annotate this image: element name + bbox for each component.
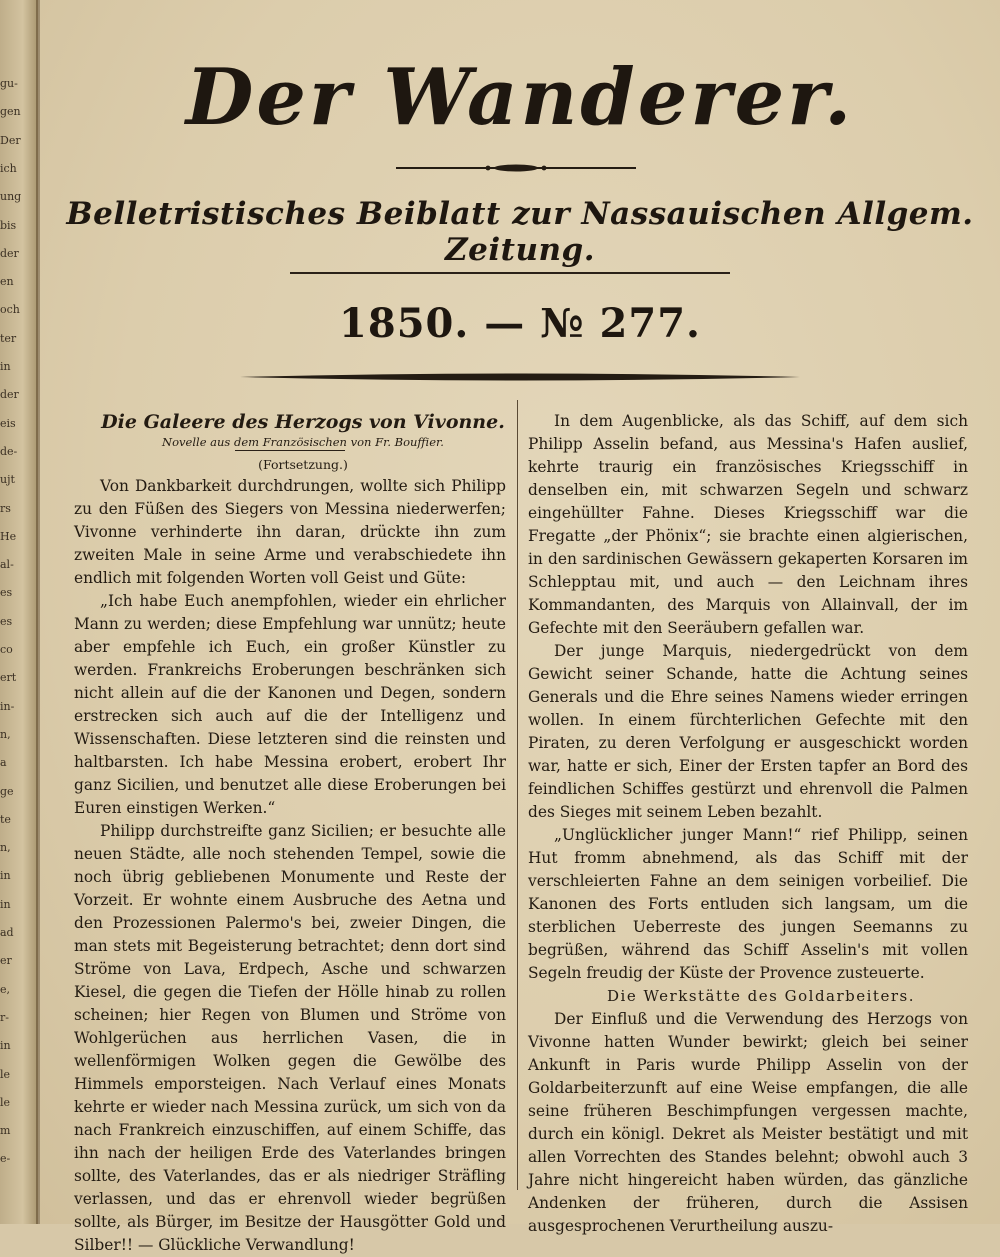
edge-text-fragment: in xyxy=(0,897,11,911)
paragraph: „Ich habe Euch anempfohlen, wieder ein ehrlicher Mann zu werden; diese Empfehlung war unnütz; heute aber empfehle ich Euch, ein großer Künstler zu werden. Frankreichs Eroberungen beschränken sich nicht allein auf die der Kanonen und Degen, sondern erstrecken sich auch auf die der Intelligenz und Wissenschaften. Diese letzteren sind die reinsten und haltbarsten. Ich habe Messina erobert, erobert Ihr ganz Sicilien, und benutzet alle diese Eroberungen bei Euren einstigen Werken.“ xyxy=(74,592,506,817)
edge-text-fragment: He xyxy=(0,529,17,543)
edge-text-fragment: bis xyxy=(0,218,17,232)
paragraph: Der Einfluß und die Verwendung des Herzogs von Vivonne hatten Wunder bewirkt; gleich bei seiner Ankunft in Paris wurde Philipp Asselin von der Goldarbeiterzunft auf eine Weise empfangen, die alle seine früheren Beschimpfungen vergessen machte, durch ein königl. Dekret als Meister bestätigt und mit allen Vorrechten des Standes belehnt; obwohl auch 3 Jahre nicht hingereicht haben würden, das gänzliche Andenken der früheren, durch die Assisen ausgesprochenen Verurtheilung auszu- xyxy=(528,1010,968,1235)
edge-text-fragment: al- xyxy=(0,558,14,572)
edge-text-fragment: rs xyxy=(0,501,11,515)
edge-text-fragment: n, xyxy=(0,841,11,855)
newspaper-page xyxy=(40,0,1000,1254)
paragraph: Philipp durchstreifte ganz Sicilien; er besuchte alle neuen Städte, alle noch stehenden Tempel, sowie die noch übrig gebliebenen Monumente und Reste der Vorzeit. Er wohnte einem Ausbruche des Aetna und den Prozessionen Palermo's bei, zweier Dingen, die man stets mit Begeisterung betrachtet; denn dort sind Ströme von Lava, Erdpech, Asche und schwarzen Kiesel, die gegen die Tiefen der Hölle hinab zu rollen scheinen; hier Regen von Blumen und Ströme von Wohlgerüchen aus herrlichen Vasen, die in wellenförmigen Wolken gegen die Gewölbe des Himmels emporsteigen. Nach Verlauf eines Monats kehrte er wieder nach Messina zurück, um sich von da nach Frankreich einzuschiffen, auf einem Schiffe, das ihn nach der heiligen Erde des Vaterlandes bringen sollte, des Vaterlandes, das er als niedriger Sträfling verlassen, und das er ehrenvoll wieder begrüßen sollte, als Bürger, im Besitze der Hausgötter Gold und Silber!! — Glückliche Verwandlung! xyxy=(74,822,506,1254)
edge-text-fragment: co xyxy=(0,643,13,656)
edge-text-fragment: r- xyxy=(0,1010,9,1024)
edge-text-fragment: ich xyxy=(0,161,17,175)
edge-text-fragment: m xyxy=(0,1124,11,1138)
masthead-rule xyxy=(290,272,730,274)
edge-text-fragment: a xyxy=(0,756,7,770)
edge-text-fragment: er xyxy=(0,954,12,968)
edge-text-fragment: le xyxy=(0,1095,11,1109)
title-rule xyxy=(235,450,345,451)
edge-text-fragment: ge xyxy=(0,784,14,798)
edge-text-fragment: eis xyxy=(0,416,16,430)
edge-text-fragment: och xyxy=(0,303,20,317)
edge-text-fragment: le xyxy=(0,1067,11,1081)
edge-text-fragment: en xyxy=(0,275,14,289)
edge-text-fragment: in- xyxy=(0,699,15,713)
right-column xyxy=(528,410,968,1238)
edge-text-fragment: Der xyxy=(0,133,21,147)
ornamental-rule-bottom xyxy=(240,372,800,382)
ornamental-rule-top xyxy=(396,164,636,172)
edge-text-fragment: der xyxy=(0,388,19,402)
masthead-title: Der Wanderer. xyxy=(185,52,855,143)
left-column xyxy=(74,410,506,1257)
paragraph: Der junge Marquis, niedergedrückt von dem Gewicht seiner Schande, hatte die Achtung seines Generals und die Ehre seines Namens wieder erringen wollen. In einem fürchterlichen Gefechte mit den Piraten, zu deren Verfolgung er ausgeschickt worden war, hatte er sich, Einer der Ersten tapfer an Bord des feindlichen Schiffes gestürzt und ehrenvoll die Palmen des Sieges mit seinem Leben bezahlt. xyxy=(528,642,968,821)
column-divider xyxy=(517,400,518,1190)
edge-text-fragment: te xyxy=(0,812,11,826)
edge-text-fragment: ter xyxy=(0,331,17,345)
edge-text-fragment: ert xyxy=(0,671,17,685)
article-title: Die Galeere des Herzogs von Vivonne. xyxy=(101,411,505,433)
edge-text-fragment: gu- xyxy=(0,77,18,90)
edge-text-fragment: in xyxy=(0,1039,11,1053)
edge-text-fragment: e- xyxy=(0,1152,11,1166)
edge-text-fragment: in xyxy=(0,360,11,373)
paragraph: In dem Augenblicke, als das Schiff, auf dem sich Philipp Asselin befand, aus Messina's Hafen auslief, kehrte traurig ein französisches Kriegsschiff in denselben ein, mit schwarzen Segeln und schwarz eingehüllter Fahne. Dieses Kriegsschiff war die Fregatte „der Phönix“; sie brachte einen algierischen, in den sardinischen Gewässern gekaperten Korsaren im Schlepptau mit, und auch — den Leichnam ihres Kommandanten, des Marquis von Allainvall, der im Gefechte mit den Seeräubern gefallen war. xyxy=(528,412,968,637)
edge-text-fragment: ad xyxy=(0,926,14,939)
edge-text-fragment: es xyxy=(0,614,13,628)
edge-text-fragment: n, xyxy=(0,727,11,741)
edge-text-fragment: in xyxy=(0,869,11,883)
paragraph: „Unglücklicher junger Mann!“ rief Philipp, seinen Hut fromm abnehmend, als das Schiff mit der verschleierten Fahne an dem seinigen vorbeilief. Die Kanonen des Forts entluden sich langsam, um die sterblichen Ueberreste des jungen Seemanns zu begrüßen, während das Schiff Asselin's mit vollen Segeln freudig der Küste der Provence zusteuerte. xyxy=(528,826,968,982)
masthead-subtitle: Belletristisches Beiblatt zur Nassauischen Allgem. Zeitung. xyxy=(66,196,974,268)
section-heading: Die Werkstätte des Goldarbeiters. xyxy=(607,987,915,1005)
edge-text-fragment: de- xyxy=(0,444,18,458)
edge-text-fragment: der xyxy=(0,246,19,260)
issue-number: 1850. — № 277. xyxy=(339,300,701,347)
paragraph: Von Dankbarkeit durchdrungen, wollte sich Philipp zu den Füßen des Siegers von Messina niederwerfen; Vivonne verhinderte ihn daran, drückte ihn zum zweiten Male in seine Arme und verabschiedete ihn endlich mit folgenden Worten voll Geist und Güte: xyxy=(74,477,506,587)
continuation-note: (Fortsetzung.) xyxy=(258,457,348,472)
edge-text-fragment: ung xyxy=(0,190,22,204)
edge-text-fragment: gen xyxy=(0,105,21,119)
adjacent-page-edge xyxy=(0,0,38,1224)
article-author: Novelle aus dem Französischen von Fr. Bouffier. xyxy=(162,435,444,449)
edge-text-fragment: es xyxy=(0,586,13,600)
edge-text-fragment: ujt xyxy=(0,473,15,487)
edge-text-fragment: e, xyxy=(0,982,11,996)
